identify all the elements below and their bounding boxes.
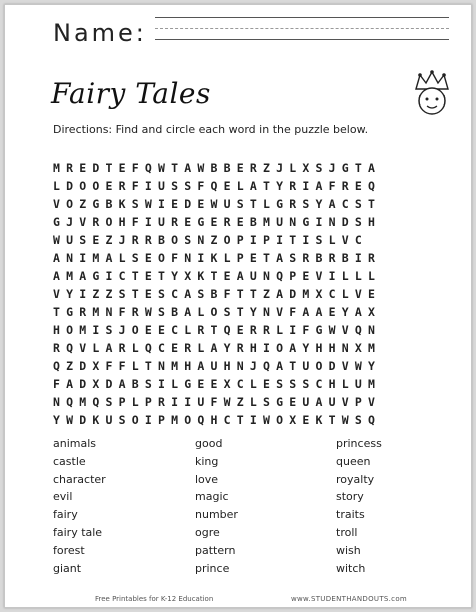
word-item: witch (336, 561, 366, 575)
word-column (336, 435, 382, 577)
directions-text: Directions: Find and circle each word in the puzzle below. (53, 123, 369, 136)
grid-row: AMAGICTETYXKTEAUNQPEVILLL (53, 269, 382, 283)
name-label: Name: (53, 19, 147, 47)
grid-row: MREDTEFQWTAWBBERZJLXSJGTA (53, 161, 382, 175)
word-item: story (336, 490, 364, 504)
worksheet-page (4, 4, 472, 608)
name-writing-lines (155, 17, 449, 39)
grid-row: VYIZZSTESCASBFTTZADMXCLVE (53, 287, 382, 301)
grid-row: RQVLARLQCERLAYRHIOAYHHNXM (53, 341, 382, 355)
word-item: forest (53, 543, 85, 557)
grid-row: ANIMALSEOFNIKLPETASRBRBIR (53, 251, 382, 265)
grid-row: FADXDABSILGEEXCLESSSCHLUM (53, 377, 382, 391)
crowned-child-icon (408, 69, 456, 119)
word-item: prince (195, 561, 230, 575)
footer-website: www.STUDENTHANDOUTS.com (291, 595, 408, 603)
worksheet-title: Fairy Tales (51, 77, 211, 110)
grid-row: QZDXFFLTNMHAUHNJQATUODVWY (53, 359, 382, 373)
word-item: love (195, 472, 219, 486)
word-item: animals (53, 437, 97, 450)
word-item: traits (336, 508, 365, 522)
grid-row: HOMISJOEECLRTQERRLIFGWVQN (53, 323, 382, 337)
word-item: fairy tale (53, 525, 103, 539)
grid-row: WUSEZJRRBOSNZOPIPITISLVC (53, 233, 368, 247)
word-item: queen (336, 454, 371, 468)
word-item: princess (336, 437, 382, 450)
word-item: pattern (195, 543, 236, 557)
word-item: evil (53, 490, 73, 504)
grid-row: VOZGBKSWIEDEWUSTLGRSYACST (53, 197, 382, 211)
word-item: magic (195, 490, 229, 504)
word-item: number (195, 508, 238, 522)
word-item: castle (53, 454, 86, 468)
word-item: giant (53, 561, 82, 575)
word-item: troll (336, 525, 358, 539)
grid-row: TGRMNFRWSBALOSTYNVFAAEYAX (53, 305, 382, 319)
word-column (53, 435, 106, 577)
word-item: king (195, 454, 219, 468)
grid-row: YWDKUSOIPMOQHCTIWOXEKTWSQ (53, 413, 382, 427)
word-item: wish (336, 543, 361, 557)
grid-row: LDOOERFIUSSFQELATYRIAFREQ (53, 179, 382, 193)
word-item: fairy (53, 508, 78, 522)
word-item: royalty (336, 472, 375, 486)
word-item: character (53, 472, 106, 486)
grid-row: GJVROHFIUREGEREBMUNGINDSH (53, 215, 382, 229)
word-search-grid (53, 159, 381, 429)
footer-tagline: Free Printables for K-12 Education (95, 595, 214, 603)
word-column (195, 435, 238, 577)
word-item: good (195, 437, 223, 450)
grid-row: NQMQSPLPRIIUFWZLSGEUAUVPV (53, 395, 382, 409)
word-item: ogre (195, 525, 220, 539)
